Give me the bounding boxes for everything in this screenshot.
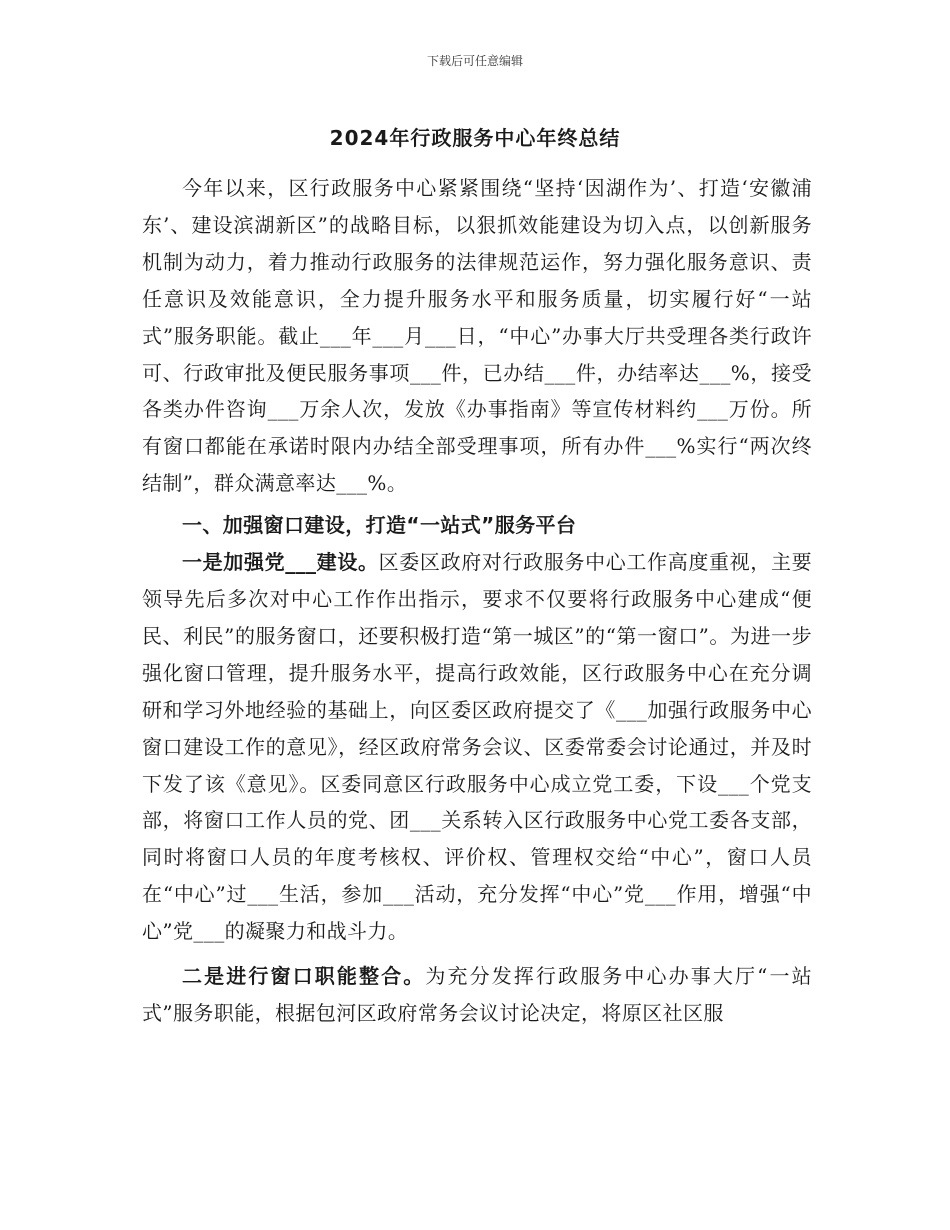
header-note: 下载后可任意编辑 xyxy=(426,54,523,68)
item-text-2: 为充分发挥行政服务中心办事大厅“一站式”服务职能，根据包河区政府常务会议讨论决定，将原区社区服 xyxy=(142,964,812,1025)
item-text-1: 区委区政府对行政服务中心工作高度重视，主要领导先后多次对中心工作作出指示，要求不仅要将行政服务中心建成“便民、利民”的服务窗口，还要积极打造“第一城区”的“第一窗口”。为进一步强化窗口管理，提升服务水平，提高行政效能，区行政服务中心在充分调研和学习外地经验的基础上，向区委区政府提交了《___加强行政服务中心窗口建设工作的意见》，经区政府常务会议、区委常委会讨论通过，并及时下发了该《意见》。区委同意区行政服务中心成立党工委，下设___个党支部，将窗口工作人员的党、团___关系转入区行政服务中心党工委各支部，同时将窗口人员的年度考核权、评价权、管理权交给“中心”，窗口人员在“中心”过___生活，参加___活动，充分发挥“中心”党___作用，增强“中心”党___的凝聚力和战斗力。 xyxy=(142,550,812,944)
document-body xyxy=(142,170,812,1032)
item-lead-2: 二是进行窗口职能整合。 xyxy=(182,964,426,989)
document-title: 2024年行政服务中心年终总结 xyxy=(329,126,621,150)
section-heading: 一、加强窗口建设，打造“一站式”服务平台 xyxy=(182,513,577,538)
intro-paragraph: 今年以来，区行政服务中心紧紧围绕“坚持‘因湖作为’、打造‘安徽浦东’、建设滨湖新区”的战略目标，以狠抓效能建设为切入点，以创新服务机制为动力，着力推动行政服务的法律规范运作，努力强化服务意识、责任意识及效能意识，全力提升服务水平和服务质量，切实履行好“一站式”服务职能。截止___年___月___日，“中心”办事大厅共受理各类行政许可、行政审批及便民服务事项___件，已办结___件，办结率达___%，接受各类办件咨询___万余人次，发放《办事指南》等宣传材料约___万份。所有窗口都能在承诺时限内办结全部受理事项，所有办件___%实行“两次终结制”，群众满意率达___%。 xyxy=(142,176,812,496)
item-paragraph-2 xyxy=(142,958,812,1032)
item-paragraph-1 xyxy=(142,544,812,950)
item-lead-1: 一是加强党___建设。 xyxy=(182,550,379,575)
